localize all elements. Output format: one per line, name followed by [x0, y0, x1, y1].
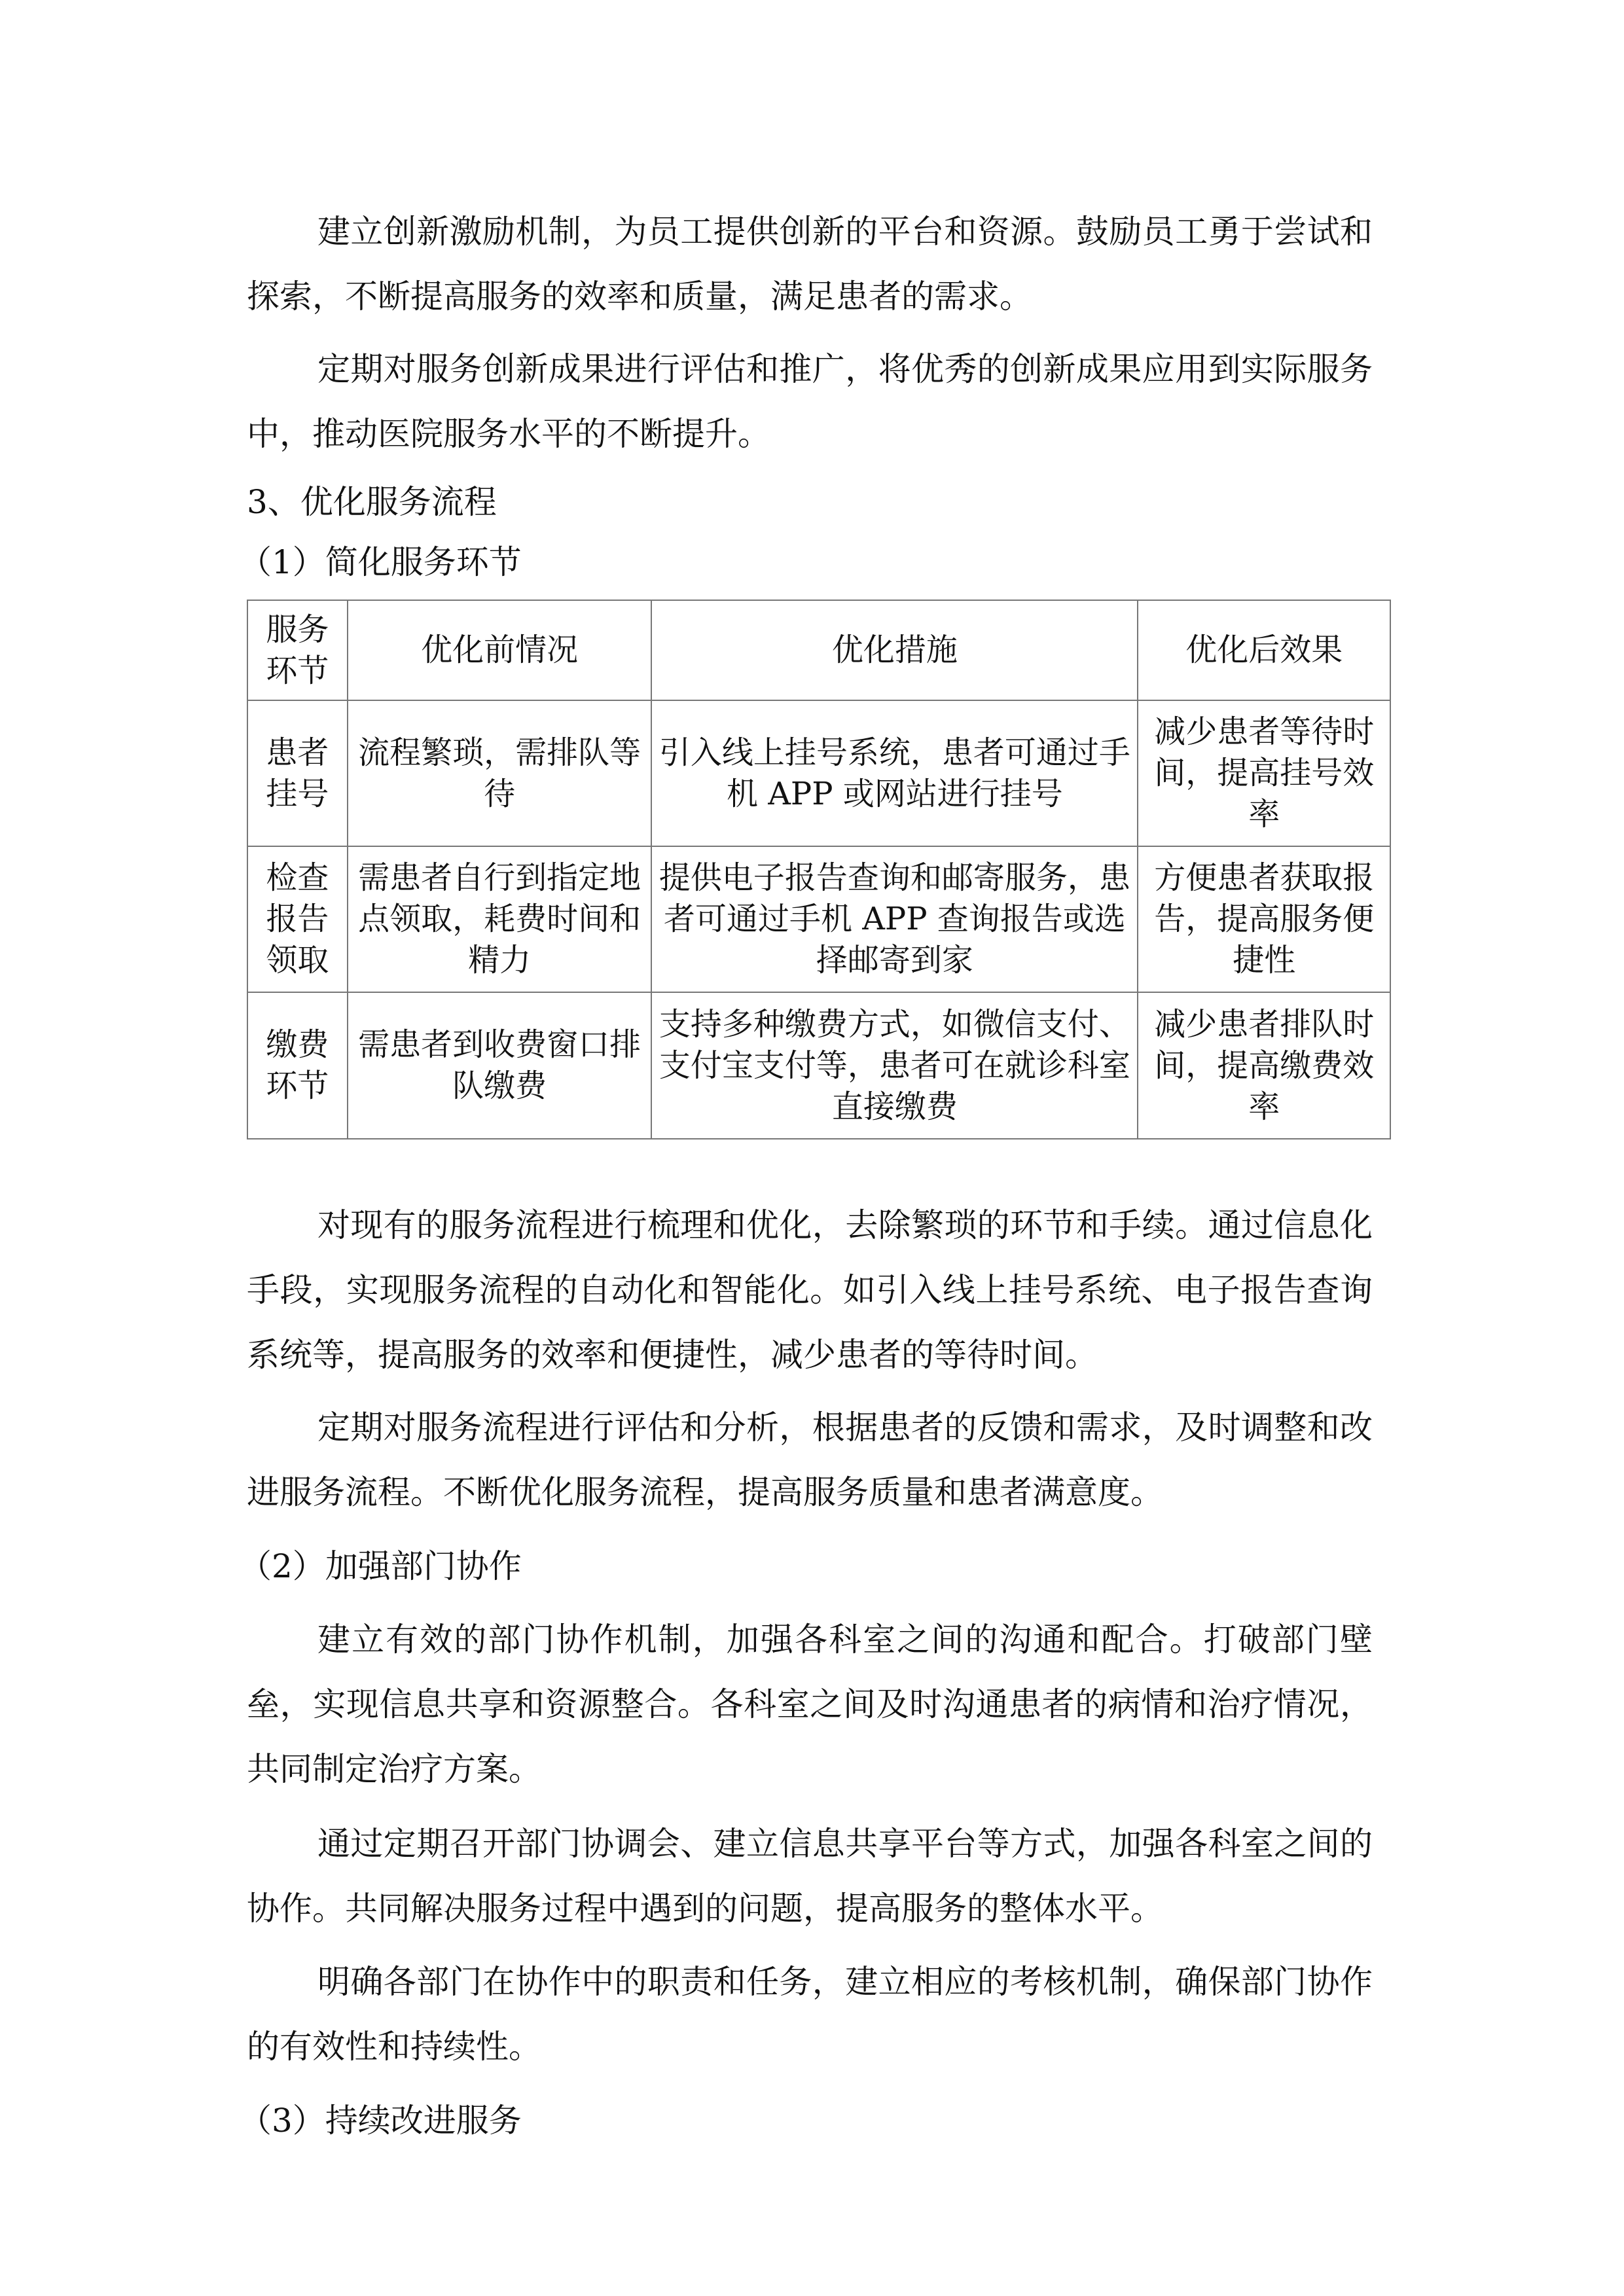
- table-cell: 检查报告领取: [247, 846, 348, 992]
- paragraph: 通过定期召开部门协调会、建立信息共享平台等方式，加强各科室之间的协作。共同解决服务过程中遇到的问题，提高服务的整体水平。: [247, 1825, 1373, 1928]
- header-cell: 服务环节: [247, 600, 348, 700]
- paragraph: 建立有效的部门协作机制，加强各科室之间的沟通和配合。打破部门壁垒，实现信息共享和资源整合。各科室之间及时沟通患者的病情和治疗情况，共同制定治疗方案。: [247, 1621, 1373, 1788]
- subsection-heading: （3）持续改进服务: [239, 2102, 522, 2140]
- table-cell: 需患者到收费窗口排队缴费: [348, 992, 651, 1139]
- table-cell: 提供电子报告查询和邮寄服务，患者可通过手机 APP 查询报告或选择邮寄到家: [651, 846, 1138, 992]
- table-cell: 患者挂号: [247, 700, 348, 846]
- paragraph: 明确各部门在协作中的职责和任务，建立相应的考核机制，确保部门协作的有效性和持续性。: [247, 1963, 1373, 2066]
- table-row: [247, 992, 1390, 1139]
- paragraph: 建立创新激励机制，为员工提供创新的平台和资源。鼓励员工勇于尝试和探索，不断提高服务的效率和质量，满足患者的需求。: [247, 213, 1373, 315]
- table-cell: 流程繁琐，需排队等待: [348, 700, 651, 846]
- paragraph: 对现有的服务流程进行梳理和优化，去除繁琐的环节和手续。通过信息化手段，实现服务流程的自动化和智能化。如引入线上挂号系统、电子报告查询系统等，提高服务的效率和便捷性，减少患者的等待时间。: [247, 1206, 1373, 1374]
- paragraph: 定期对服务流程进行评估和分析，根据患者的反馈和需求，及时调整和改进服务流程。不断优化服务流程，提高服务质量和患者满意度。: [247, 1408, 1373, 1511]
- table-row: [247, 846, 1390, 992]
- table-header-row: [247, 600, 1390, 700]
- table-cell: 方便患者获取报告，提高服务便捷性: [1138, 846, 1390, 992]
- header-cell: 优化后效果: [1138, 600, 1390, 700]
- table-row: [247, 700, 1390, 846]
- table-cell: 减少患者等待时间，提高挂号效率: [1138, 700, 1390, 846]
- subsection-heading: （1）简化服务环节: [239, 543, 522, 581]
- table-cell: 引入线上挂号系统，患者可通过手机 APP 或网站进行挂号: [651, 700, 1138, 846]
- subsection-heading: （2）加强部门协作: [239, 1547, 522, 1585]
- table-cell: 缴费环节: [247, 992, 348, 1139]
- service-table: [247, 600, 1391, 1139]
- header-cell: 优化措施: [651, 600, 1138, 700]
- paragraph: 定期对服务创新成果进行评估和推广，将优秀的创新成果应用到实际服务中，推动医院服务水平的不断提升。: [247, 350, 1373, 453]
- section-heading: 3、优化服务流程: [247, 483, 497, 521]
- table-cell: 需患者自行到指定地点领取，耗费时间和精力: [348, 846, 651, 992]
- table-cell: 支持多种缴费方式，如微信支付、支付宝支付等，患者可在就诊科室直接缴费: [651, 992, 1138, 1139]
- header-cell: 优化前情况: [348, 600, 651, 700]
- table-cell: 减少患者排队时间，提高缴费效率: [1138, 992, 1390, 1139]
